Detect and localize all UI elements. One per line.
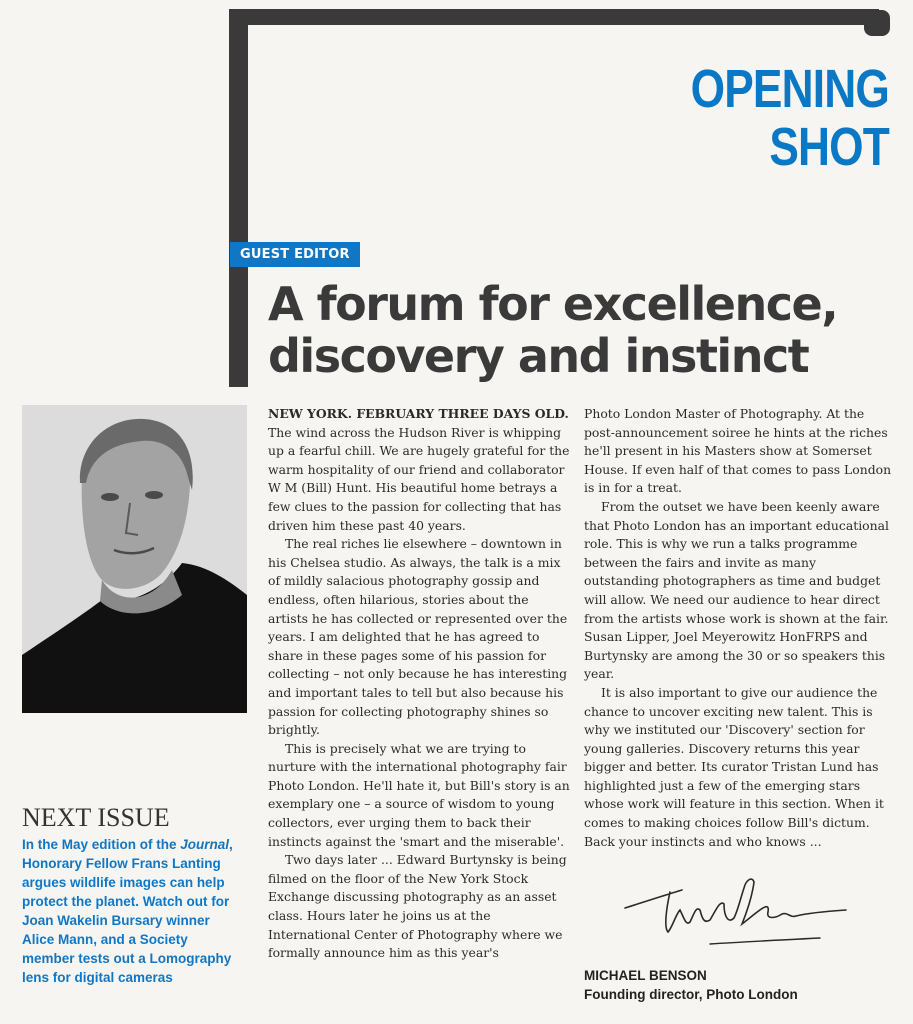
signature xyxy=(620,870,850,950)
article-paragraph-1: The wind across the Hudson River is whipping up a fearful chill. We are hugely grateful for the warm hospitality of our friend and collaborator W M (Bill) Hunt. His beautiful home betrays a few clues to the passion for collecting that has driven him these past 40 years. xyxy=(268,424,570,533)
headline-line1: A forum for excellence, xyxy=(268,277,838,331)
article-paragraph xyxy=(268,405,570,535)
next-issue-journal: Journal xyxy=(180,837,230,852)
headline xyxy=(268,278,908,382)
article-paragraph-7: It is also important to give our audience the chance to uncover exciting new talent. This is why we instituted our 'Discovery' section for young galleries. Discovery returns this year bigger and better. Its curator Tristan Lund has highlighted just a few of the emerging stars whose work will feature in this section. When it comes to making choices follow Bill's dictum. Back your instincts and who knows ... xyxy=(584,684,884,849)
frame-top-bar xyxy=(229,9,879,25)
article-column-2 xyxy=(584,405,893,851)
headline-line2: discovery and instinct xyxy=(268,329,809,383)
guest-editor-tag: GUEST EDITOR xyxy=(230,242,360,267)
article-paragraph-3: This is precisely what we are trying to nurture with the international photography fair Photo London. He'll hate it, but Bill's story is an exemplary one – a source of wisdom to young collectors, ever urging them to back their instincts against the 'smart and the miserable'. xyxy=(268,740,570,849)
section-title-line2: SHOT xyxy=(769,117,889,177)
article-paragraph-4: Two days later ... Edward Burtynsky is being filmed on the floor of the New York Stock Exchange discussing photography as an asset class. Hours later he joins us at the International Center of Photography where we formally announce him as this year's xyxy=(268,852,567,961)
next-issue-text-before: In the May edition of the xyxy=(22,837,181,852)
section-title-line1: OPENING xyxy=(690,59,889,119)
next-issue-title: NEXT ISSUE xyxy=(22,803,170,832)
signoff-name: MICHAEL BENSON xyxy=(584,968,707,983)
article-paragraph-2: The real riches lie elsewhere – downtown in his Chelsea studio. As always, the talk is a mix of mildly salacious photography gossip and endless, often hilarious, stories about the artists he has collected or represented over the years. I am delighted that he has agreed to share in these pages some of his passion for collecting – not only because he has interesting and important tales to tell but also because his passion for collecting photography shines so brightly. xyxy=(268,536,568,738)
portrait-illustration xyxy=(22,405,247,713)
portrait-photo xyxy=(22,405,247,713)
next-issue-text xyxy=(22,835,237,987)
next-issue-text-after: , Honorary Fellow Frans Lanting argues wildlife images can help protect the planet. Watch out for Joan Wakelin Bursary winner Alice Mann, and a Society member tests out a Lomography lens for digital cameras xyxy=(22,837,233,985)
article-column-1 xyxy=(268,405,570,963)
article-lead: NEW YORK. FEBRUARY THREE DAYS OLD. xyxy=(268,406,569,421)
signoff-role: Founding director, Photo London xyxy=(584,987,798,1002)
article-paragraph-6: From the outset we have been keenly aware that Photo London has an important educational role. This is why we run a talks programme between the fairs and invite as many outstanding photographers as time and budget will allow. We need our audience to hear direct from the artists whose work is shown at the fair. Susan Lipper, Joel Meyerowitz HonFRPS and Burtynsky are among the 30 or so speakers this year. xyxy=(584,498,889,682)
frame-corner xyxy=(864,10,890,36)
article-paragraph-5: Photo London Master of Photography. At the post-announcement soiree he hints at the riches he'll present in his Masters show at Somerset House. If even half of that comes to pass London is in for a treat. xyxy=(584,406,892,496)
section-title xyxy=(647,60,889,176)
next-issue-box xyxy=(22,803,237,987)
frame-left-bar xyxy=(229,9,248,387)
